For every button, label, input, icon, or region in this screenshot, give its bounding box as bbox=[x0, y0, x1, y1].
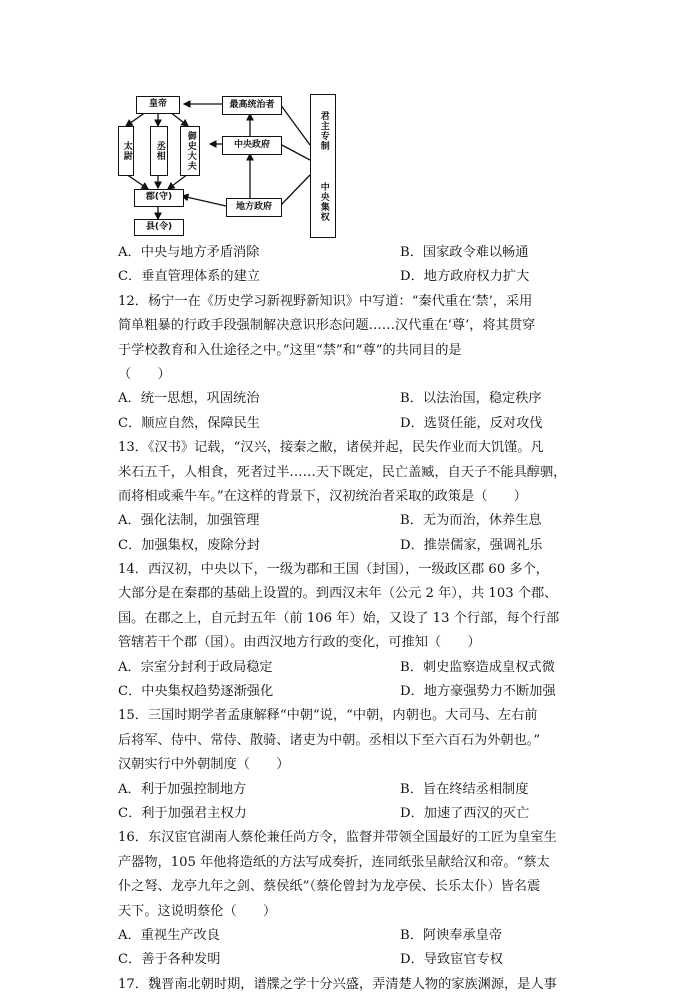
q13-option-b[interactable]: B．无为而治，休养生息 bbox=[400, 513, 542, 529]
q16-stem-line: 产器物，105 年他将造纸的方法写成奏折，连同纸张呈献给汉和帝。“蔡太 bbox=[118, 854, 550, 870]
xian-box: 县(令) bbox=[134, 219, 184, 236]
q14-options-row1 bbox=[118, 656, 588, 680]
q12-stem-line: 简单粗暴的行政手段强制解决意识形态问题……汉代重在‘尊’，将其贯穿 bbox=[118, 318, 536, 334]
q11-options-row2 bbox=[118, 265, 588, 289]
q14-stem-line: 管辖若干个郡（国）。由西汉地方行政的变化，可推知（ ） bbox=[118, 635, 481, 651]
q11-options-row1 bbox=[118, 241, 588, 265]
q12-answer-blank: （ ） bbox=[118, 366, 171, 382]
q12-option-b[interactable]: B．以法治国，稳定秩序 bbox=[400, 391, 542, 407]
q15-stem-line: 汉朝实行中外朝制度（ ） bbox=[118, 757, 290, 773]
q15-option-b[interactable]: B．旨在终结丞相制度 bbox=[400, 781, 529, 797]
q12-stem-line: 于学校教育和入仕途径之中。”这里“禁”和“尊”的共同目的是 bbox=[118, 342, 462, 358]
q16-stem-line: 16．东汉宦官湖南人蔡伦兼任尚方令，监督并带领全国最好的工匠为皇室生 bbox=[118, 830, 557, 846]
centralization-label: 中央集权 bbox=[318, 181, 329, 222]
emperor-box: 皇帝 bbox=[136, 96, 180, 114]
jun-box: 郡(守) bbox=[134, 189, 184, 207]
q13-options-row2 bbox=[118, 534, 588, 558]
q14-option-d[interactable]: D．地方豪强势力不断加强 bbox=[400, 684, 556, 700]
central-government-box: 中央政府 bbox=[222, 136, 282, 155]
autocracy-label: 君主专制 bbox=[318, 110, 329, 151]
q11-option-b[interactable]: B．国家政令难以畅通 bbox=[400, 245, 529, 260]
taiwei-box: 太尉 bbox=[118, 126, 134, 176]
q16-option-d[interactable]: D．导致宦官专权 bbox=[400, 952, 503, 968]
q15-option-a[interactable]: A．利于加强控制地方 bbox=[118, 781, 247, 797]
q14-option-c[interactable]: C．中央集权趋势逐渐强化 bbox=[118, 684, 274, 700]
q15-stem-line: 后将军、侍中、常侍、散骑、诸吏为中朝。丞相以下至六百石为外朝也。” bbox=[118, 732, 541, 748]
q15-options-row2 bbox=[118, 802, 588, 826]
q16-options-row1 bbox=[118, 924, 588, 948]
q16-options-row2 bbox=[118, 948, 588, 972]
q14-stem-line: 国。在郡之上，自元封五年（前 106 年）始，又设了 13 个行部，每个行部 bbox=[118, 610, 560, 626]
q12-options-row2 bbox=[118, 412, 588, 436]
q13-option-d[interactable]: D．推崇儒家，强调礼乐 bbox=[400, 537, 543, 553]
q14-stem-line: 14．西汉初，中央以下，一级为郡和王国（封国），一级政区郡 60 多个， bbox=[118, 562, 549, 578]
q13-option-c[interactable]: C．加强集权，废除分封 bbox=[118, 537, 260, 553]
q16-option-c[interactable]: C．善于各种发明 bbox=[118, 952, 221, 968]
q12-option-c[interactable]: C．顺应自然，保障民生 bbox=[118, 415, 260, 431]
q14-option-b[interactable]: B．刺史监察造成皇权式微 bbox=[400, 659, 555, 675]
q14-options-row2 bbox=[118, 680, 588, 704]
q15-stem-line: 15．三国时期学者孟康解释“中朝”说，“中朝，内朝也。大司马、左右前 bbox=[118, 708, 538, 724]
q13-option-a[interactable]: A．强化法制，加强管理 bbox=[118, 513, 260, 529]
question-content bbox=[118, 241, 588, 997]
q15-option-d[interactable]: D．加速了西汉的灭亡 bbox=[400, 805, 530, 821]
q12-option-d[interactable]: D．选贤任能，反对攻伐 bbox=[400, 415, 543, 431]
q16-option-a[interactable]: A．重视生产改良 bbox=[118, 927, 220, 943]
q12-options-row1 bbox=[118, 387, 588, 411]
q11-option-d[interactable]: D．地方政府权力扩大 bbox=[400, 269, 530, 285]
q15-options-row1 bbox=[118, 778, 588, 802]
q12-stem-line: 12．杨宁一在《历史学习新视野新知识》中写道：“秦代重在‘禁’，采用 bbox=[118, 293, 533, 309]
q16-stem-line: 仆之弩、龙亭九年之剑、蔡侯纸”（蔡伦曾封为龙亭侯、长乐太仆）皆名震 bbox=[118, 879, 541, 895]
q13-stem-line: 而将相或乘牛车。”在这样的背景下，汉初统治者采取的政策是（ ） bbox=[118, 488, 527, 504]
q15-option-c[interactable]: C．利于加强君主权力 bbox=[118, 805, 247, 821]
q13-stem-line: 米石五千，人相食，死者过半……天下既定，民亡盖臧，自天子不能具醇驷， bbox=[118, 464, 567, 480]
q14-stem-line: 大部分是在秦郡的基础上设置的。到西汉末年（公元 2 年），共 103 个郡、 bbox=[118, 586, 558, 602]
q12-option-a[interactable]: A．统一思想，巩固统治 bbox=[118, 391, 260, 407]
chengxiang-box: 丞相 bbox=[150, 126, 168, 176]
q16-option-b[interactable]: B．阿谀奉承皇帝 bbox=[400, 927, 503, 943]
q17-stem-line: 17．魏晋南北朝时期，谱牒之学十分兴盛，弄清楚人物的家族渊源，是人事 bbox=[118, 976, 557, 992]
q13-stem-line: 13．《汉书》记载，“汉兴，接秦之敝，诸侯并起，民失作业而大饥馑。凡 bbox=[118, 440, 544, 456]
political-system-diagram bbox=[118, 90, 338, 240]
local-government-box: 地方政府 bbox=[226, 198, 282, 217]
q11-option-c[interactable]: C．垂直管理体系的建立 bbox=[118, 269, 260, 285]
q13-options-row1 bbox=[118, 509, 588, 533]
supreme-ruler-box: 最高统治者 bbox=[222, 96, 282, 115]
yushidafu-box: 御史大夫 bbox=[180, 126, 200, 176]
q11-option-a[interactable]: A．中央与地方矛盾消除 bbox=[118, 245, 260, 260]
q16-stem-line: 天下。这说明蔡伦（ ） bbox=[118, 903, 277, 919]
q14-option-a[interactable]: A．宗室分封利于政局稳定 bbox=[118, 659, 273, 675]
autocracy-centralization-box bbox=[310, 94, 336, 238]
